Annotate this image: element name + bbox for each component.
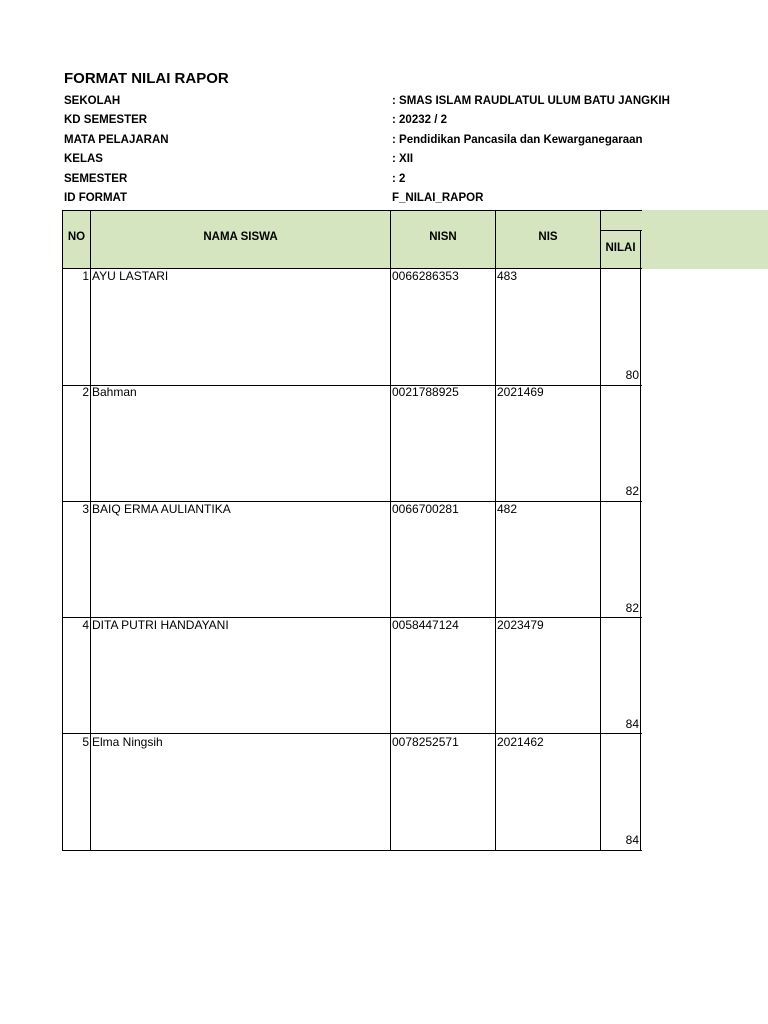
cell-nama: Bahman [92,385,137,399]
cell-nilai: 80 [625,368,639,382]
column-header-nama-siswa: NAMA SISWA [203,231,278,243]
cell-nilai: 84 [625,833,639,847]
cell-nisn: 0066286353 [392,269,459,283]
cell-no: 2 [82,385,89,399]
cell-no: 1 [82,269,89,283]
field-value-semester: : 2 [392,173,406,185]
field-value-kelas: : XII [392,153,414,165]
field-label-mata-pelajaran: MATA PELAJARAN [64,134,169,146]
field-label-semester: SEMESTER [64,173,128,185]
field-value-kd-semester: : 20232 / 2 [392,114,447,126]
cell-no: 3 [82,502,89,516]
form-title: FORMAT NILAI RAPOR [64,70,229,87]
cell-nama: AYU LASTARI [92,269,169,283]
cell-nis: 2023479 [497,618,544,632]
cell-nisn: 0058447124 [392,618,459,632]
cell-nisn: 0021788925 [392,385,459,399]
cell-nis: 483 [497,269,518,283]
field-value-mata-pelajaran: : Pendidikan Pancasila dan Kewarganegaraan [392,134,643,146]
column-header-no: NO [67,231,86,243]
cell-nisn: 0066700281 [392,502,459,516]
field-label-sekolah: SEKOLAH [64,95,121,107]
cell-no: 5 [82,735,89,749]
field-value-sekolah: : SMAS ISLAM RAUDLATUL ULUM BATU JANGKIH [392,95,670,107]
cell-nisn: 0078252571 [392,735,459,749]
field-label-id-format: ID FORMAT [64,192,128,204]
cell-nilai: 84 [625,717,639,731]
cell-nis: 482 [497,502,518,516]
table-header-fill-extension [600,210,768,269]
cell-nilai: 82 [625,484,639,498]
cell-nama: Elma Ningsih [92,735,163,749]
field-label-kelas: KELAS [64,153,103,165]
cell-nama: BAIQ ERMA AULIANTIKA [92,502,231,516]
cell-nama: DITA PUTRI HANDAYANI [92,618,229,632]
cell-no: 4 [82,618,89,632]
column-header-nis: NIS [538,231,558,243]
field-value-id-format: F_NILAI_RAPOR [392,192,484,204]
cell-nis: 2021469 [497,385,544,399]
column-header-nisn: NISN [429,231,457,243]
cell-nilai: 82 [625,601,639,615]
column-header-nilai: NILAI [605,242,636,254]
cell-nis: 2021462 [497,735,544,749]
field-label-kd-semester: KD SEMESTER [64,114,148,126]
